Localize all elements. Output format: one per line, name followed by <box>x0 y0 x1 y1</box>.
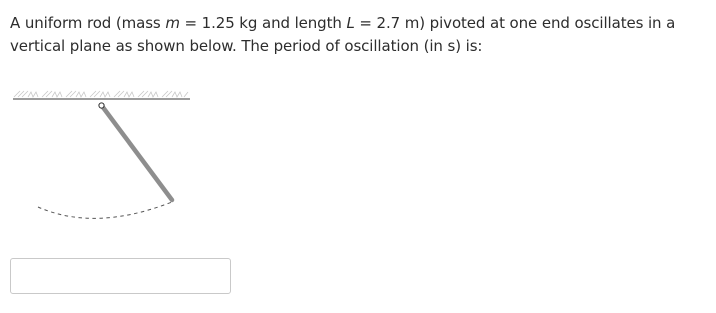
rod <box>102 106 172 200</box>
answer-input[interactable] <box>10 258 231 294</box>
pendulum-rod-figure <box>0 82 220 232</box>
length-symbol: L <box>346 14 355 32</box>
question-part-2: = 1.25 kg and length <box>179 14 347 32</box>
mass-symbol: m <box>165 14 180 32</box>
question-part-1: A uniform rod (mass <box>10 14 166 32</box>
question-part-3: = 2.7 m) pivoted at one end oscillates in a vertical plane as shown below. The period of oscillation (in s) is: <box>10 14 676 55</box>
swing-arc-path <box>38 202 172 218</box>
ceiling-hatching <box>14 91 188 97</box>
pivot-point <box>99 103 104 108</box>
question-text <box>10 12 700 58</box>
